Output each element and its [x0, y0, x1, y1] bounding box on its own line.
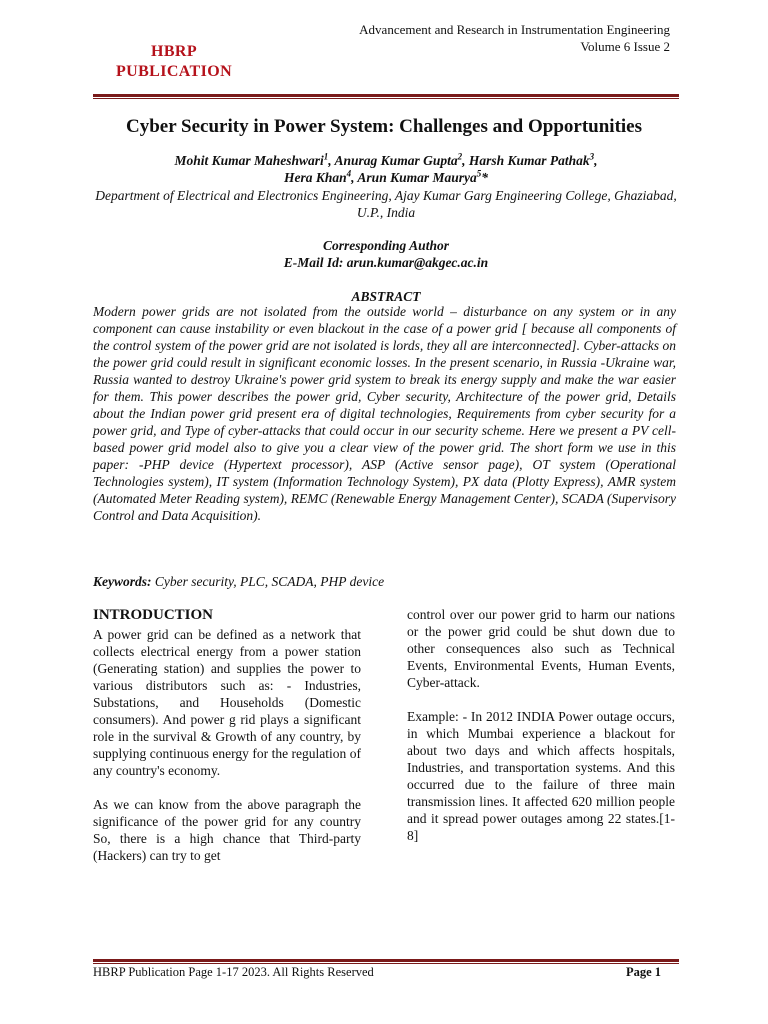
author-separator: ,	[351, 170, 358, 185]
author-affiliation-mark: 4	[346, 168, 352, 179]
paragraph: control over our power grid to harm our nations or the power grid could be shut down due to other consequences also such as Technical Events, Environmental Events, Human Events, Cyber-attack.	[407, 607, 675, 690]
left-column	[93, 606, 361, 864]
right-column	[407, 606, 675, 844]
journal-header	[270, 21, 670, 55]
publisher-logo	[104, 42, 244, 82]
page-number: Page 1	[625, 965, 661, 979]
paragraph: As we can know from the above paragraph the significance of the power grid for any country So, there is a high chance that Third-party (Hackers) can try to get	[93, 797, 361, 863]
paragraph: Example: - In 2012 INDIA Power outage occurs, in which Mumbai experience a blackout for about two days and which affects hospitals, Industries, and transportation systems. And this occurred due to the failure of three main transmission lines. It affected 620 million people and it spread power outages among 22 states.[1-8]	[407, 709, 675, 843]
footer-copyright: HBRP Publication Page 1-17 2023. All Rights Reserved	[93, 965, 374, 979]
keywords-text: Cyber security, PLC, SCADA, PHP device	[151, 574, 385, 589]
author-affiliation-mark: 1	[323, 151, 329, 162]
corresponding-author	[93, 237, 679, 271]
author-separator: *	[481, 170, 488, 185]
header-divider-thin	[93, 98, 679, 99]
logo-line-2: PUBLICATION	[115, 63, 233, 80]
journal-name: Advancement and Research in Instrumentation Engineering	[359, 22, 670, 37]
author-name: Arun Kumar Maurya	[357, 170, 477, 185]
author-name: Anurag Kumar Gupta	[334, 153, 458, 168]
affiliation: Department of Electrical and Electronics Engineering, Ajay Kumar Garg Engineering College, Ghaziabad, U.P., India	[95, 188, 677, 220]
author-separator: ,	[462, 153, 469, 168]
author-affiliation-mark: 2	[457, 151, 463, 162]
keywords-label: Keywords:	[93, 574, 152, 589]
section-heading-introduction: INTRODUCTION	[93, 607, 214, 623]
abstract-heading: ABSTRACT	[351, 289, 421, 304]
author-name: Hera Khan	[284, 170, 347, 185]
abstract-text: Modern power grids are not isolated from the outside world – disturbance on any system or in any component can cause instability or even blackout in the case of a power grid [ because all components of the control system of the power grid are not isolated is lords, they all are interconnected]. Cyber-attacks on the power grid could result in significant economic losses. In the present scenario, in Russia -Ukraine war, Russia wanted to destroy Ukraine's power grid system to break its energy supply and make the war easier for them. This power describes the power grid, Cyber security, Architecture of the power grid, Details about the Indian power grid present era of digital technologies, Requirements from cyber security for a power grid, and Type of cyber-attacks that could occur in our security scheme. Here we present a PV cell-based power grid model also to give you a clear view of the power grid. The short form we use in this paper: -PHP device (Hypertext processor), ASP (Active sensor page), OT system (Operational Technologies system), IT system (Information Technology System), PX data (Plotty Express), AMR system (Automated Meter Reading system), REMC (Renewable Energy Management Center), SCADA (Supervisory Control and Data Acquisition).	[93, 304, 676, 523]
author-affiliation-mark: 5	[476, 168, 482, 179]
paragraph: A power grid can be defined as a network that collects electrical energy from a power station (Generating station) and supplies the power to various distributors such as: - Industries, Substations, and Households (Domestic consumers). And power g rid plays a significant role in the survival & Growth of any country, by supplying continuous energy for the regulation of any country's economy.	[93, 627, 361, 778]
header-divider	[93, 94, 679, 97]
author-separator: ,	[594, 153, 598, 168]
corresponding-email: E-Mail Id: arun.kumar@akgec.ac.in	[283, 255, 489, 270]
author-list	[93, 152, 679, 186]
author-separator: ,	[328, 153, 335, 168]
author-name: Harsh Kumar Pathak	[468, 153, 590, 168]
logo-line-1: HBRP	[150, 43, 198, 60]
keywords	[93, 573, 676, 590]
journal-volume: Volume 6 Issue 2	[580, 39, 670, 54]
footer-divider	[93, 959, 679, 962]
paper-title: Cyber Security in Power System: Challenges and Opportunities	[126, 116, 642, 137]
corresponding-label: Corresponding Author	[323, 238, 449, 253]
author-affiliation-mark: 3	[589, 151, 595, 162]
author-name: Mohit Kumar Maheshwari	[174, 153, 324, 168]
